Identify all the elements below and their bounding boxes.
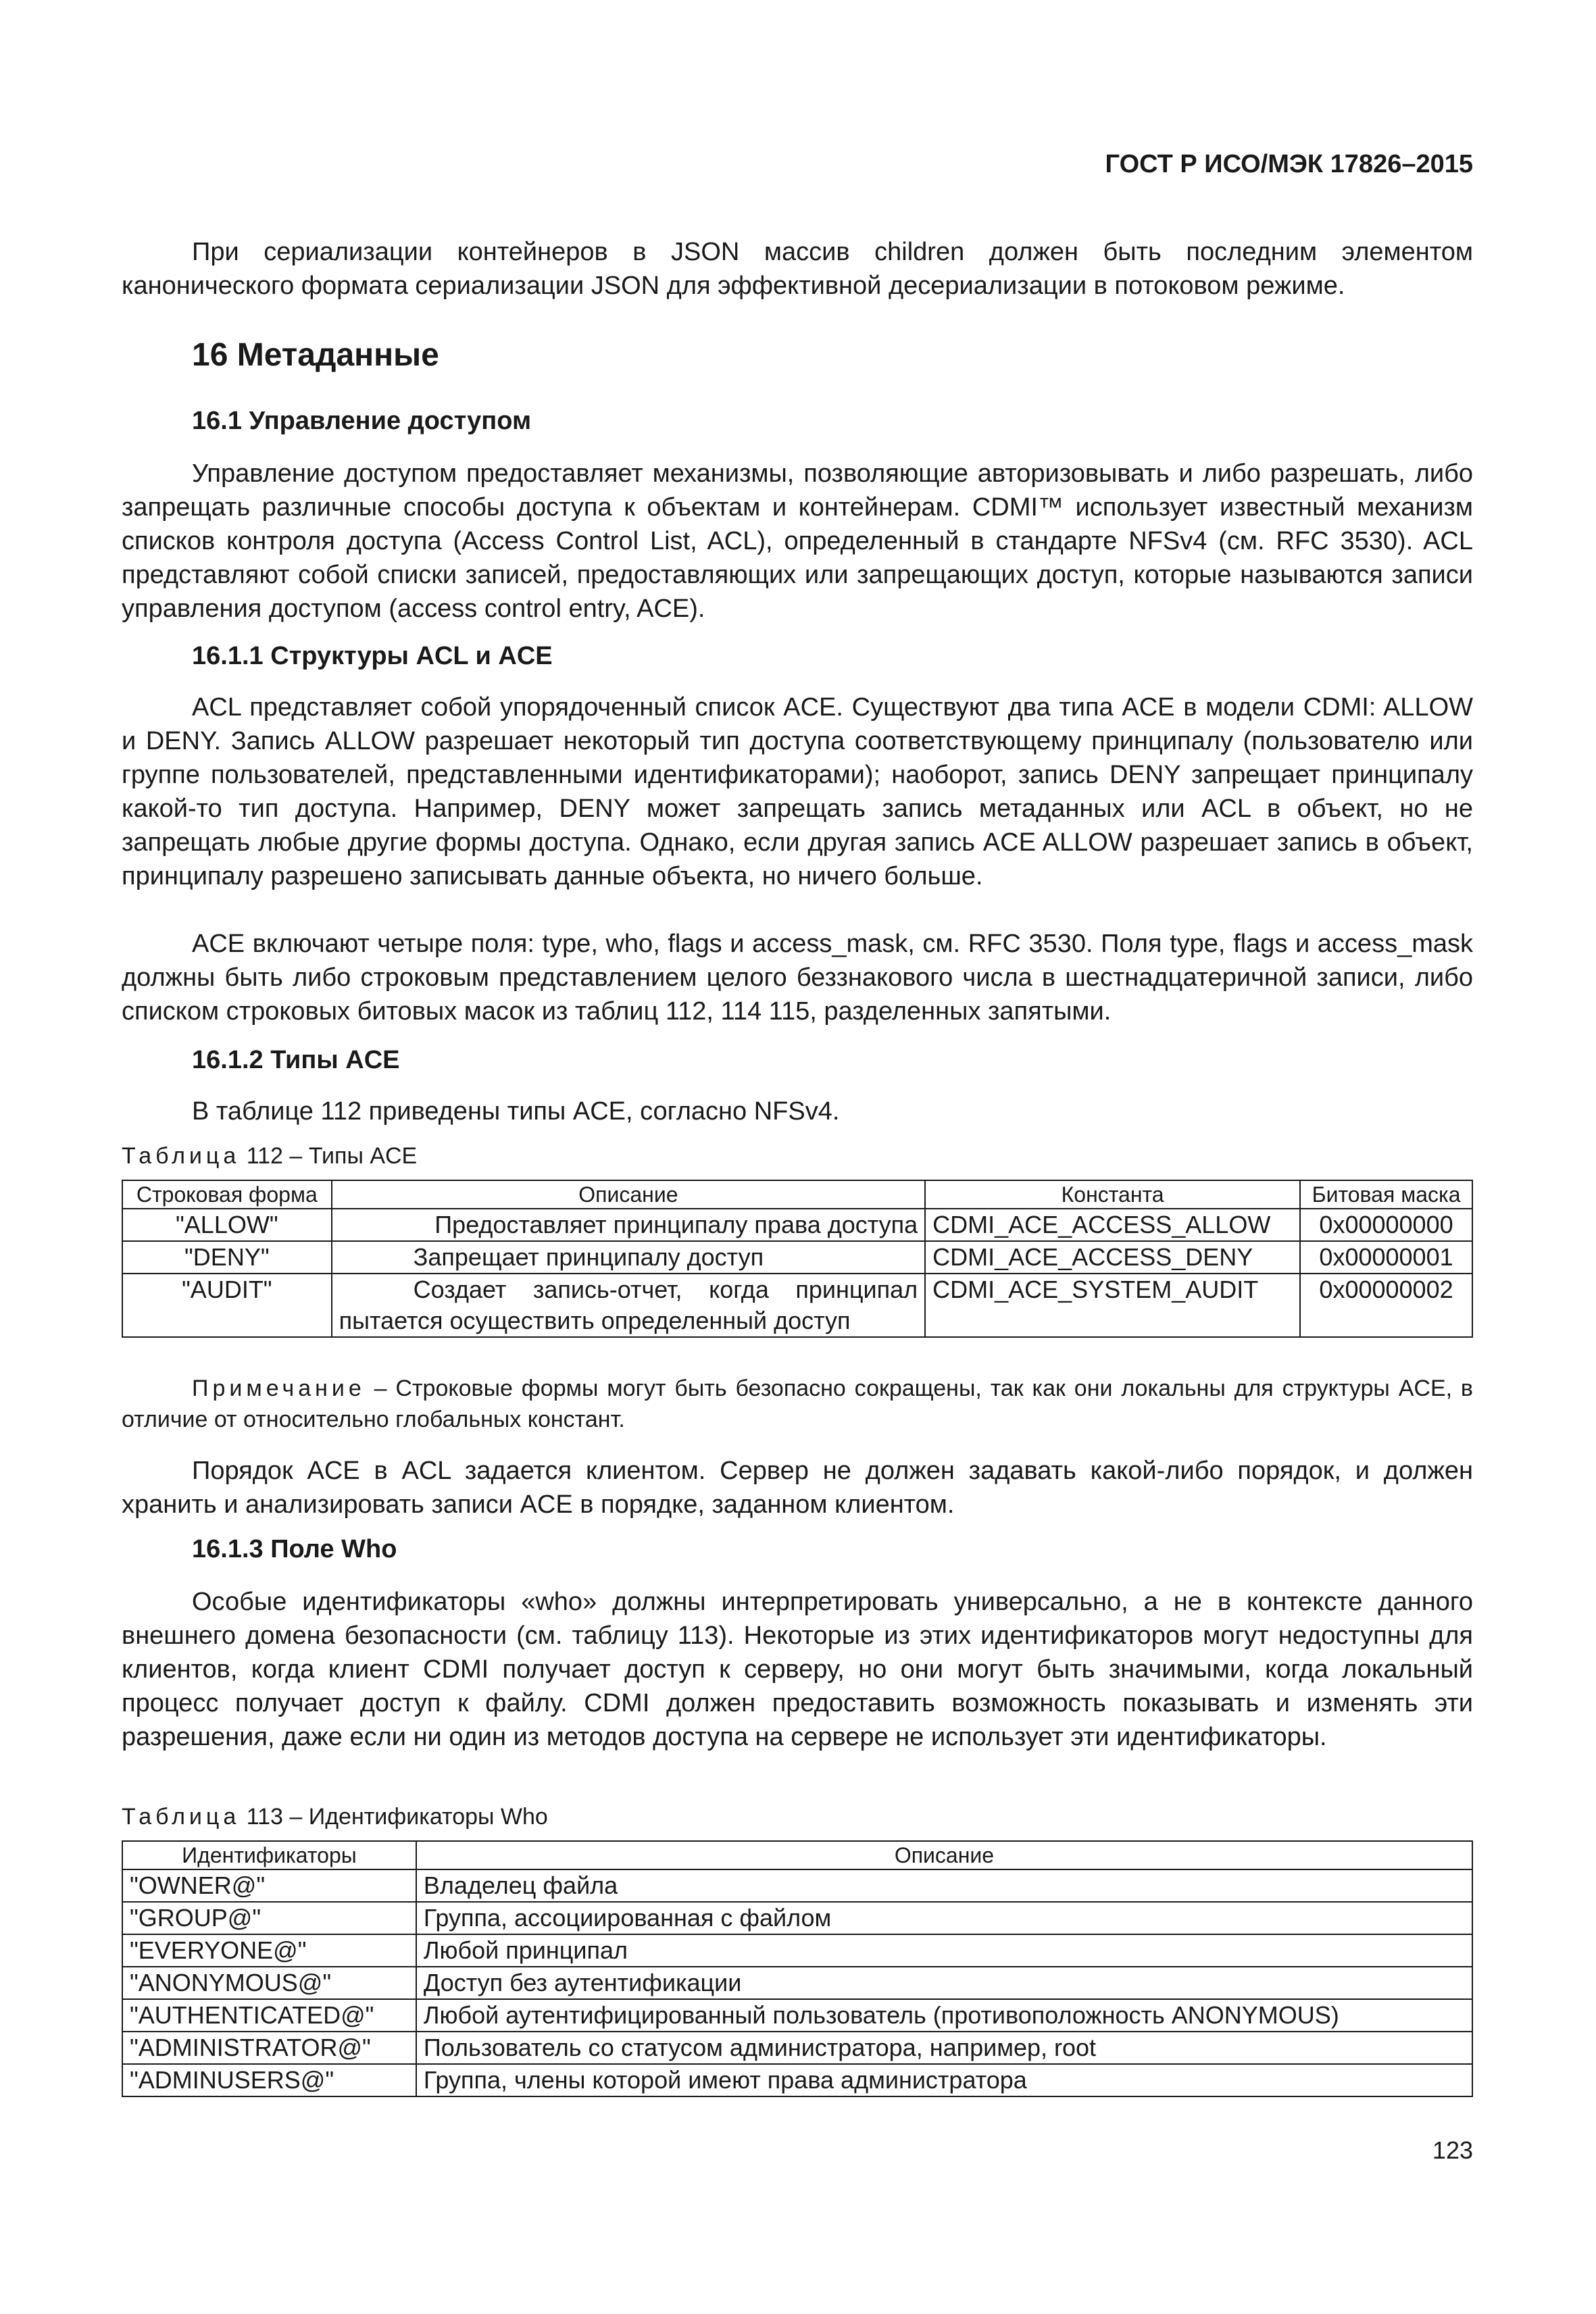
table-row bbox=[122, 1274, 1472, 1337]
table-cell: Владелец файла bbox=[416, 1869, 1472, 1902]
ace-order-paragraph: Порядок ACE в ACL задается клиентом. Сервер не должен задавать какой-либо порядок, и должен хранить и анализировать записи ACE в порядке, заданном клиентом. bbox=[122, 1457, 1473, 1519]
table-112-header-cell: Строковая форма bbox=[122, 1180, 332, 1209]
table-cell: "AUDIT" bbox=[122, 1274, 332, 1337]
table-112-header-cell: Описание bbox=[332, 1180, 926, 1209]
table-cell: "ADMINUSERS@" bbox=[122, 2064, 416, 2096]
table-cell: Доступ без аутентификации bbox=[416, 1967, 1472, 1999]
table-row bbox=[122, 1902, 1472, 1934]
table-row bbox=[122, 1869, 1472, 1902]
table-row bbox=[122, 1241, 1472, 1274]
table-cell: CDMI_ACE_ACCESS_ALLOW bbox=[925, 1209, 1300, 1241]
table-cell: Пользователь со статусом администратора, например, root bbox=[416, 2032, 1472, 2064]
table-row bbox=[122, 2064, 1472, 2096]
section-16-1-1-paragraph-2: ACE включают четыре поля: type, who, flags и access_mask, см. RFC 3530. Поля type, flags и access_mask должны быть либо строковым представлением целого беззнакового числа в шестнадцатеричной записи, либо списком строковых битовых масок из таблиц 112, 114 115, разделенных запятыми. bbox=[122, 930, 1473, 1026]
table-cell: 0x00000000 bbox=[1300, 1209, 1472, 1241]
table-row bbox=[122, 1934, 1472, 1967]
section-16-1-heading: 16.1 Управление доступом bbox=[192, 407, 532, 435]
table-cell: Создает запись-отчет, когда принципал пытается осуществить определенный доступ bbox=[332, 1274, 926, 1337]
table-cell: "EVERYONE@" bbox=[122, 1934, 416, 1967]
table-113-header-cell: Описание bbox=[416, 1841, 1472, 1869]
page-number: 123 bbox=[1432, 2136, 1473, 2164]
table-112-caption bbox=[122, 1143, 417, 1169]
table-cell: "ADMINISTRATOR@" bbox=[122, 2032, 416, 2064]
section-16-1-paragraph: Управление доступом предоставляет механизмы, позволяющие авторизовывать и либо разрешать, либо запрещать различные способы доступа к объектам и контейнерам. CDMI™ использует известный механизм списков контроля доступа (Access Control List, ACL), определенный в стандарте NFSv4 (см. RFC 3530). ACL представляют собой списки записей, предоставляющих или запрещающих доступ, которые называются записи управления доступом (access control entry, ACE). bbox=[122, 459, 1473, 623]
table-cell: 0x00000002 bbox=[1300, 1274, 1472, 1337]
table-row bbox=[122, 1209, 1472, 1241]
table-113-caption-title: 113 – Идентификаторы Who bbox=[240, 1804, 548, 1830]
table-cell: "ALLOW" bbox=[122, 1209, 332, 1241]
section-16-1-2-heading: 16.1.2 Типы ACE bbox=[192, 1046, 400, 1074]
table-row bbox=[122, 2032, 1472, 2064]
section-16-1-2-paragraph: В таблице 112 приведены типы ACE, согласно NFSv4. bbox=[192, 1097, 840, 1126]
section-16-1-1-paragraph-1: ACL представляет собой упорядоченный список ACE. Существуют два типа ACE в модели CDMI: ALLOW и DENY. Запись ALLOW разрешает некоторый тип доступа соответствующему принципалу (пользователю или группе пользователей, представленными идентификаторами); наоборот, запись DENY запрещает принципалу какой-то тип доступа. Например, DENY может запрещать запись метаданных или ACL в объект, но не запрещать любые другие формы доступа. Однако, если другая запись ACE ALLOW разрешает запись в объект, принципалу разрешено записывать данные объекта, но ничего больше. bbox=[122, 693, 1473, 890]
section-16-1-3-paragraph: Особые идентификаторы «who» должны интерпретировать универсально, а не в контексте данного внешнего домена безопасности (см. таблицу 113). Некоторые из этих идентификаторов могут недоступны для клиентов, когда клиент CDMI получает доступ к серверу, но они могут быть значимыми, когда локальный процесс получает доступ к файлу. CDMI должен предоставить возможность показывать и изменять эти разрешения, даже если ни один из методов доступа на сервере не использует эти идентификаторы. bbox=[122, 1588, 1473, 1751]
table-112-header-cell: Константа bbox=[925, 1180, 1300, 1209]
note-text: – Строковые формы могут быть безопасно сокращены, так как они локальны для структуры ACE, в отличие от относительно глобальных констант. bbox=[122, 1376, 1473, 1432]
section-16-heading: 16 Метаданные bbox=[192, 337, 439, 373]
table-112 bbox=[122, 1180, 1473, 1338]
note-prefix: Примечание bbox=[192, 1376, 366, 1401]
section-16-1-3-heading: 16.1.3 Поле Who bbox=[192, 1535, 397, 1563]
table-cell: 0x00000001 bbox=[1300, 1241, 1472, 1274]
table-cell: Любой принципал bbox=[416, 1934, 1472, 1967]
table-113 bbox=[122, 1840, 1473, 2097]
table-112-caption-title: 112 – Типы ACE bbox=[240, 1143, 418, 1169]
table-cell: "OWNER@" bbox=[122, 1869, 416, 1902]
table-112-caption-prefix: Таблица bbox=[122, 1143, 241, 1169]
table-cell: Предоставляет принципалу права доступа bbox=[332, 1209, 926, 1241]
section-16-1-1-heading: 16.1.1 Структуры ACL и ACE bbox=[192, 642, 553, 670]
table-cell: Группа, ассоциированная с файлом bbox=[416, 1902, 1472, 1934]
table-cell: CDMI_ACE_SYSTEM_AUDIT bbox=[925, 1274, 1300, 1337]
table-112-note bbox=[122, 1373, 1473, 1435]
table-cell: "ANONYMOUS@" bbox=[122, 1967, 416, 1999]
table-112-header-row bbox=[122, 1180, 1472, 1209]
table-113-header-row bbox=[122, 1841, 1472, 1869]
document-header: ГОСТ Р ИСО/МЭК 17826–2015 bbox=[1105, 150, 1473, 178]
intro-paragraph: При сериализации контейнеров в JSON массив children должен быть последним элементом канонического формата сериализации JSON для эффективной десериализации в потоковом режиме. bbox=[122, 238, 1473, 300]
table-113-caption-prefix: Таблица bbox=[122, 1804, 241, 1830]
table-row bbox=[122, 1999, 1472, 2032]
table-cell: "DENY" bbox=[122, 1241, 332, 1274]
table-cell: Группа, члены которой имеют права администратора bbox=[416, 2064, 1472, 2096]
table-cell: CDMI_ACE_ACCESS_DENY bbox=[925, 1241, 1300, 1274]
table-row bbox=[122, 1967, 1472, 1999]
table-113-header-cell: Идентификаторы bbox=[122, 1841, 416, 1869]
table-cell: "GROUP@" bbox=[122, 1902, 416, 1934]
table-113-caption bbox=[122, 1804, 548, 1830]
table-112-header-cell: Битовая маска bbox=[1300, 1180, 1472, 1209]
table-cell: Любой аутентифицированный пользователь (противоположность ANONYMOUS) bbox=[416, 1999, 1472, 2032]
table-cell: "AUTHENTICATED@" bbox=[122, 1999, 416, 2032]
table-cell: Запрещает принципалу доступ bbox=[332, 1241, 926, 1274]
